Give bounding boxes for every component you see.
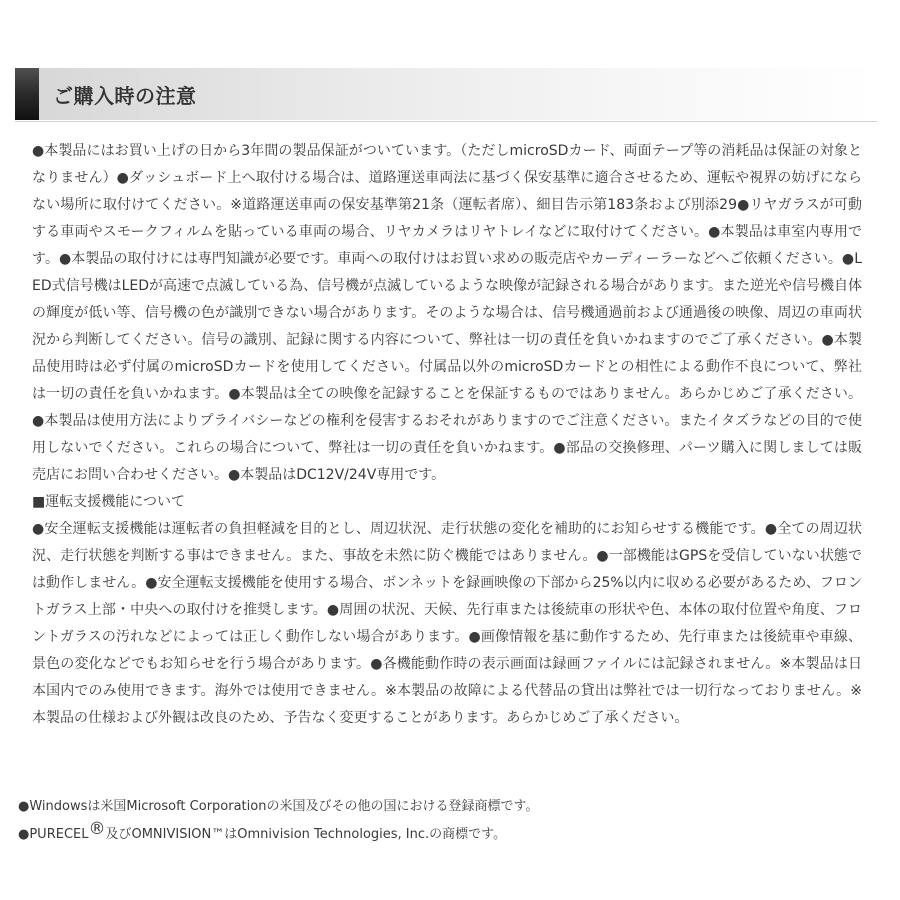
- purchase-notice-body: [32, 138, 862, 732]
- trademark-purecel-suffix: 及びOMNIVISION™はOmnivision Technologies, Inc.の商標です。: [105, 827, 507, 842]
- registered-mark: ®: [88, 819, 106, 839]
- trademark-windows: ●Windowsは米国Microsoft Corporationの米国及びその他の国における登録商標です。: [18, 799, 539, 814]
- trademark-purecel: [18, 821, 878, 849]
- header-accent-bar: [15, 68, 39, 120]
- trademark-notes: [18, 793, 878, 849]
- header-divider: [15, 121, 877, 122]
- driving-support-heading: ■運転支援機能について: [32, 494, 185, 510]
- trademark-purecel-prefix: ●PURECEL: [18, 827, 89, 842]
- notice-paragraph-driving-support: ●安全運転支援機能は運転者の負担軽減を目的とし、周辺状況、走行状態の変化を補助的にお知らせする機能です。●全ての周辺状況、走行状態を判断する事はできません。また、事故を未然に防ぐ機能ではありません。●一部機能はGPSを受信していない状態では動作しません。●安全運転支援機能を使用する場合、ボンネットを録画映像の下部から25%以内に収める必要があるため、フロントガラス上部・中央への取付けを推奨します。●周囲の状況、天候、先行車または後続車の形状や色、本体の取付位置や角度、フロントガラスの汚れなどによっては正しく動作しない場合があります。●画像情報を基に動作するため、先行車または後続車や車線、景色の変化などでもお知らせを行う場合があります。●各機能動作時の表示画面は録画ファイルには記録されません。※本製品は日本国内でのみ使用できます。海外では使用できません。※本製品の故障による代替品の貸出は弊社では一切行なっておりません。※本製品の仕様および外観は改良のため、予告なく変更することがあります。あらかじめご了承ください。: [32, 521, 862, 726]
- section-header: [15, 68, 877, 120]
- page-title: ご購入時の注意: [53, 84, 197, 108]
- notice-paragraph-main: ●本製品にはお買い上げの日から3年間の製品保証がついています。（ただしmicroSDカード、両面テープ等の消耗品は保証の対象となりません）●ダッシュボード上へ取付ける場合は、道路運送車両法に基づく保安基準に適合させるため、運転や視界の妨げにならない場所に取付けてください。※道路運送車両の保安基準第21条（運転者席）、細目告示第183条および別添29●リヤガラスが可動する車両やスモークフィルムを貼っている車両の場合、リヤカメラはリヤトレイなどに取付けてください。●本製品は車室内専用です。●本製品の取付けには専門知識が必要です。車両への取付けはお買い求めの販売店やカーディーラーなどへご依頼ください。●LED式信号機はLEDが高速で点滅している為、信号機が点滅しているような映像が記録される場合があります。また逆光や信号機自体の輝度が低い等、信号機の色が識別できない場合があります。そのような場合は、信号機通過前および通過後の映像、周辺の車両状況から判断してください。信号の識別、記録に関する内容について、弊社は一切の責任を負いかねますのでご了承ください。●本製品使用時は必ず付属のmicroSDカードを使用してください。付属品以外のmicroSDカードとの相性による動作不良について、弊社は一切の責任を負いかねます。●本製品は全ての映像を記録することを保証するものではありません。あらかじめご了承ください。●本製品は使用方法によりプライバシーなどの権利を侵害するおそれがありますのでご注意ください。またイタズラなどの目的で使用しないでください。これらの場合について、弊社は一切の責任を負いかねます。●部品の交換修理、パーツ購入に関しましては販売店にお問い合わせください。●本製品はDC12V/24V専用です。: [32, 143, 862, 483]
